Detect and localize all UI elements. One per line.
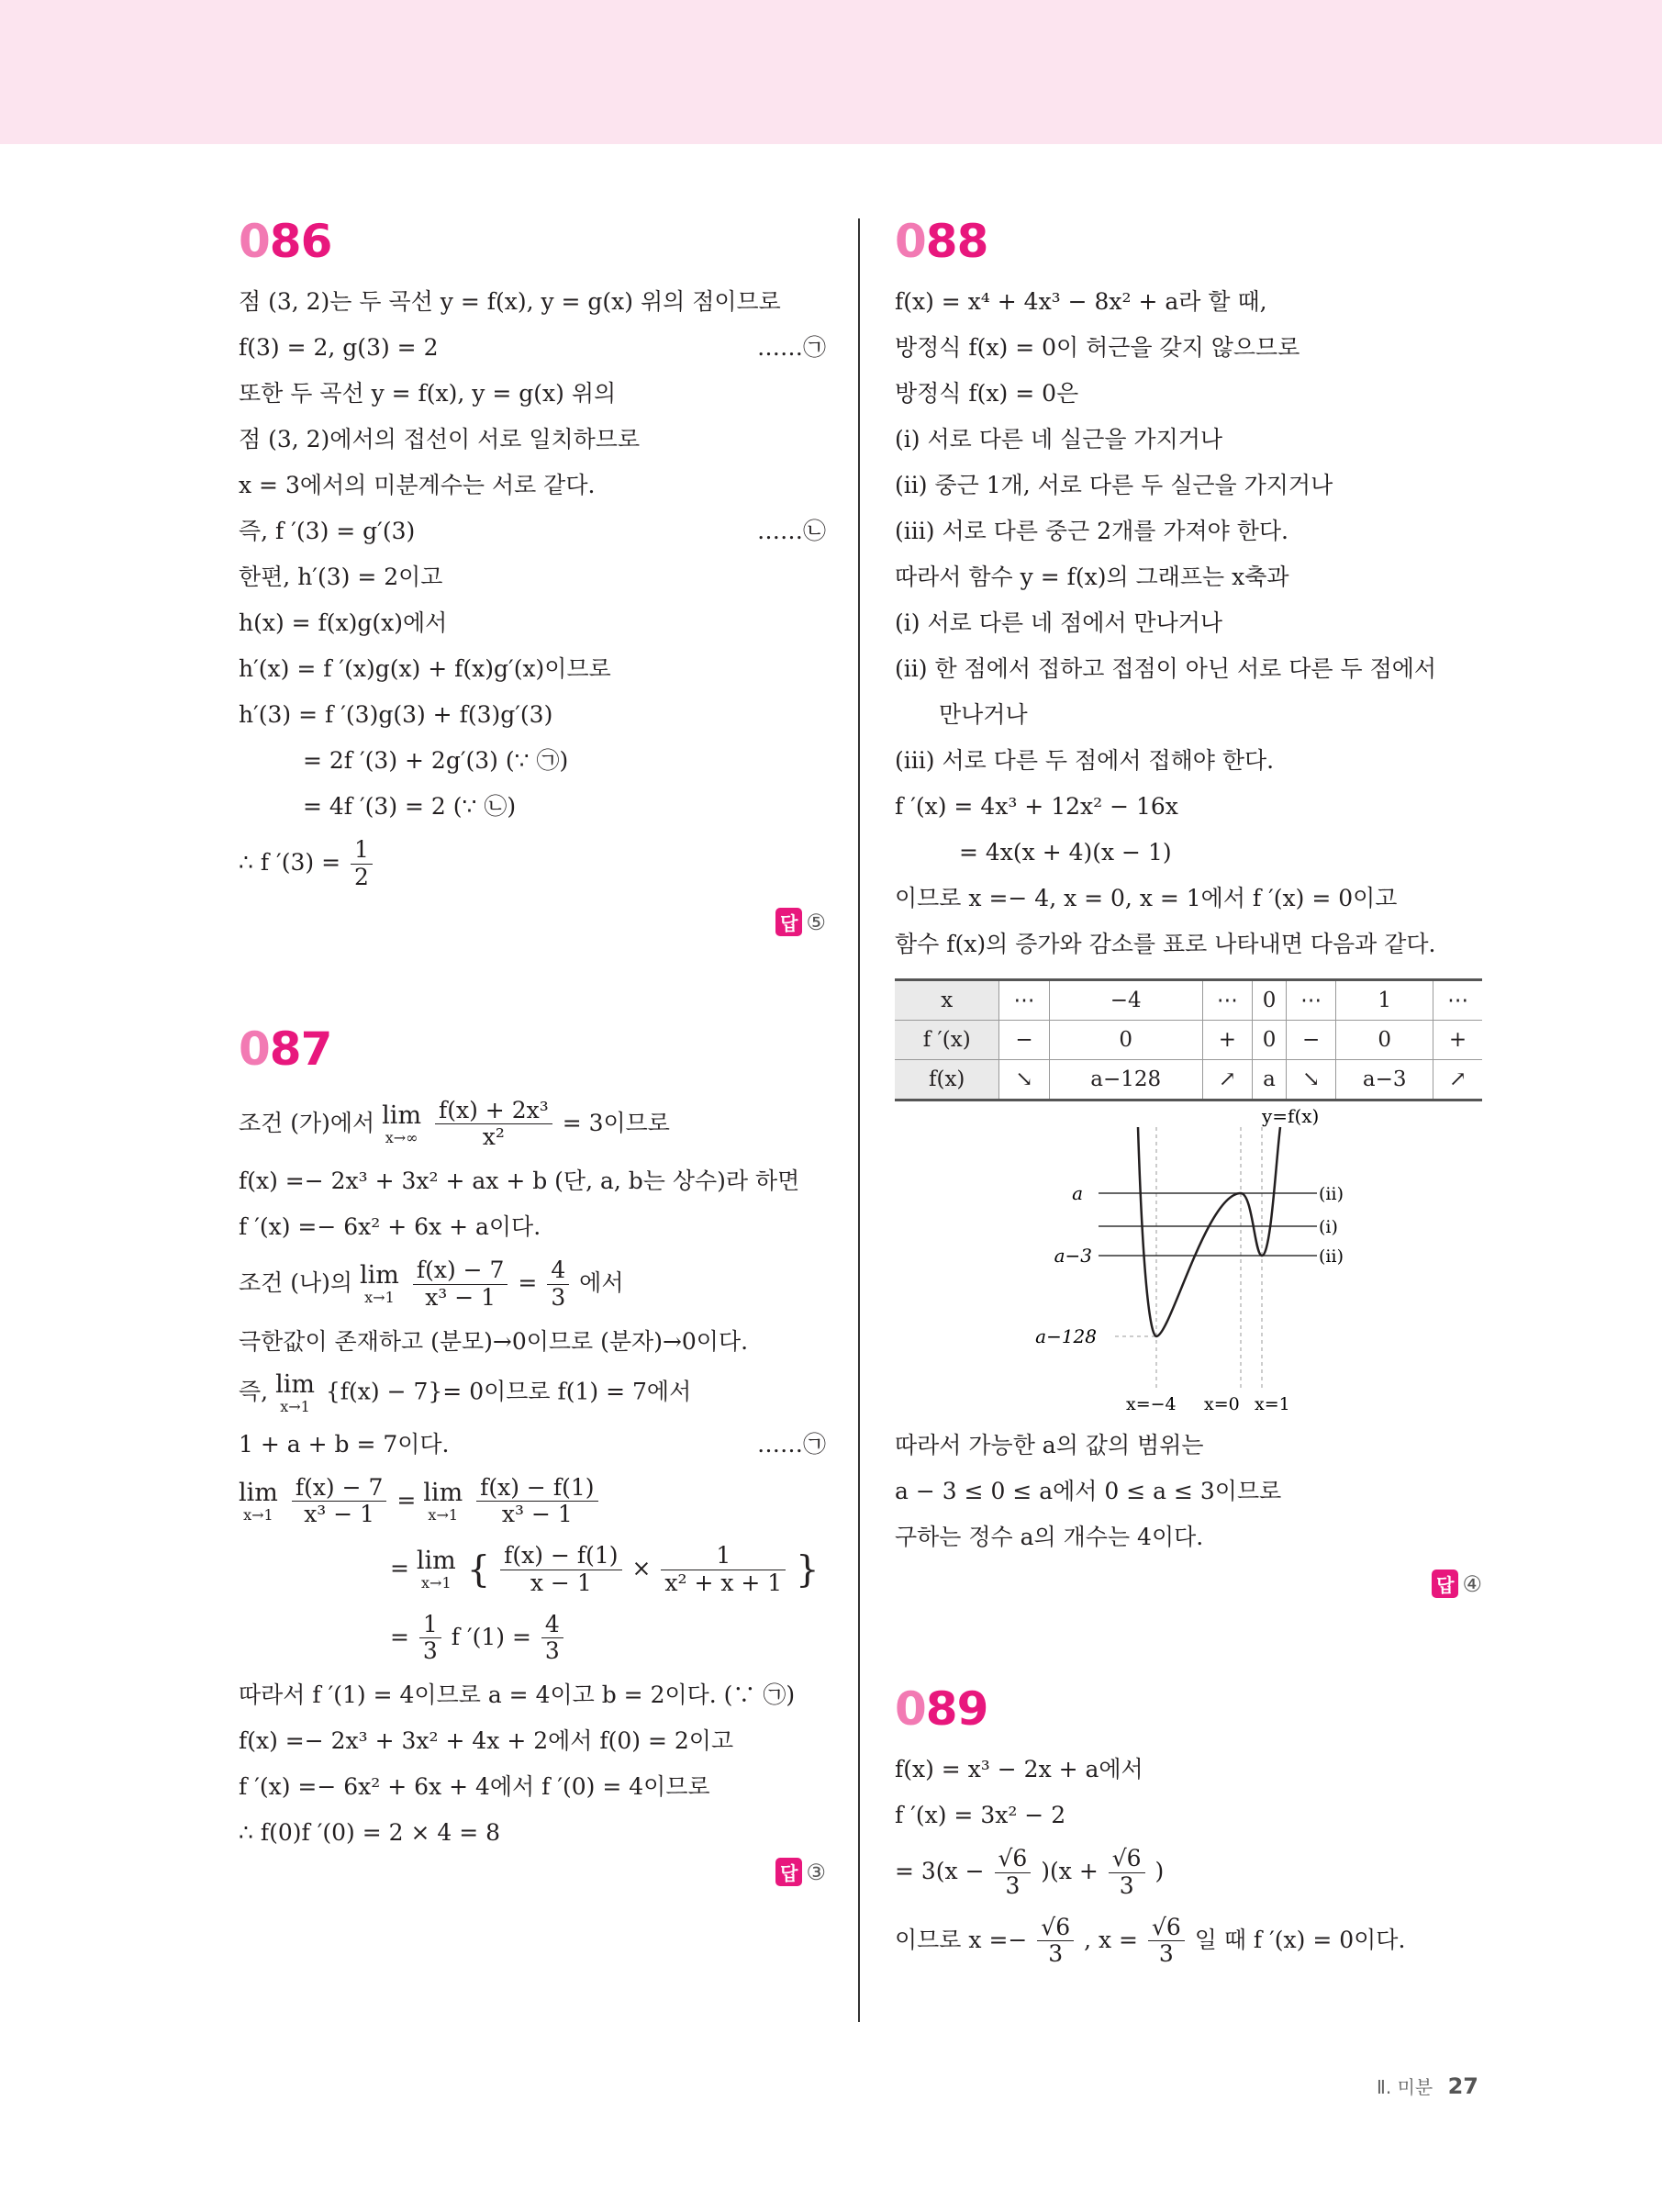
line-label-i: (ⅰ) bbox=[1319, 1217, 1338, 1237]
fraction: $\frac{√6}{3}$ bbox=[995, 1846, 1032, 1900]
text-line: 극한값이 존재하고 (분모)→0이므로 (분자)→0이다. bbox=[239, 1327, 749, 1355]
table-cell: ↘ bbox=[999, 1060, 1049, 1100]
text-line: 점 (3, 2)는 두 곡선 y = f(x), y = g(x) 위의 점이므로 bbox=[239, 288, 781, 315]
text-line: (ⅱ) 한 점에서 접하고 접점이 아닌 서로 다른 두 점에서 bbox=[895, 655, 1437, 682]
answer bbox=[239, 1858, 826, 1886]
fraction: $\frac{f(x) - 7}{\text{x³ − 1}}$ bbox=[413, 1257, 508, 1312]
y-label-a: a bbox=[1072, 1182, 1083, 1204]
limit: lim x→1 bbox=[423, 1478, 463, 1524]
section-label: Ⅱ. 미분 bbox=[1377, 2076, 1433, 2098]
text-line: 방정식 f(x) = 0은 bbox=[895, 380, 1079, 407]
table-cell: a−128 bbox=[1049, 1060, 1202, 1100]
equation-line: = lim x→1 { $\frac{f(x) - f(1)}{x - 1}$ × $\frac{1}{\text{x² + x + 1}}$ } bbox=[390, 1542, 820, 1596]
x-label-0: x=0 bbox=[1204, 1394, 1240, 1412]
problem-089 bbox=[895, 1679, 1482, 1975]
text-line: f ′(x) =− 6x² + 6x + 4에서 f ′(0) = 4이므로 bbox=[239, 1773, 710, 1800]
table-cell: ⋯ bbox=[1286, 980, 1335, 1021]
problem-087 bbox=[239, 1019, 826, 1887]
fraction: $\frac{1}{2}$ bbox=[351, 837, 373, 891]
text-line: 이므로 x =− $\frac{√6}{3}$ , x = $\frac{√6}{3}$ 일 때 f ′(x) = 0이다. bbox=[895, 1913, 1406, 1968]
text-line: h(x) = f(x)g(x)에서 bbox=[239, 609, 448, 636]
text-line: = 4x(x + 4)(x − 1) bbox=[959, 839, 1172, 866]
right-column bbox=[895, 211, 1482, 1975]
text-line: 따라서 f ′(1) = 4이므로 a = 4이고 b = 2이다. (∵ ㉠) bbox=[239, 1681, 796, 1708]
table-row bbox=[895, 1060, 1482, 1100]
table-cell: + bbox=[1202, 1021, 1252, 1060]
page-number: 27 bbox=[1447, 2073, 1478, 2099]
curve-y-fx bbox=[1138, 1127, 1280, 1336]
fraction: $\frac{1}{\text{x² + x + 1}}$ bbox=[661, 1543, 786, 1597]
text-line: a − 3 ≤ 0 ≤ a에서 0 ≤ a ≤ 3이므로 bbox=[895, 1478, 1282, 1504]
answer bbox=[895, 1570, 1482, 1598]
sign-table bbox=[895, 978, 1482, 1101]
answer-badge: 답 bbox=[775, 908, 802, 936]
table-cell: f(x) bbox=[895, 1060, 999, 1100]
text-line: (ⅱ) 중근 1개, 서로 다른 두 실근을 가지거나 bbox=[895, 472, 1333, 498]
answer-badge: 답 bbox=[1432, 1570, 1458, 1598]
fraction: $\frac{\text{f(x) + 2x³}}{\text{x²}}$ bbox=[435, 1098, 552, 1152]
left-column bbox=[239, 211, 826, 1886]
text-line: 즉, f ′(3) = g′(3) ……㉡ bbox=[239, 508, 826, 554]
text-line: 점 (3, 2)에서의 접선이 서로 일치하므로 bbox=[239, 426, 641, 452]
text-line: 1 + a + b = 7이다. ……㉠ bbox=[239, 1422, 826, 1468]
text-line: f(3) = 2, g(3) = 2 ……㉠ bbox=[239, 325, 826, 371]
table-cell: f ′(x) bbox=[895, 1021, 999, 1060]
fraction: $\frac{√6}{3}$ bbox=[1148, 1915, 1185, 1969]
table-cell: 1 bbox=[1336, 980, 1433, 1021]
header-band bbox=[0, 0, 1662, 144]
table-cell: ⋯ bbox=[1433, 980, 1482, 1021]
text-line: = 4f ′(3) = 2 (∵ ㉡) bbox=[303, 793, 517, 820]
column-divider bbox=[858, 218, 860, 2022]
fraction: $\frac{1}{3}$ bbox=[419, 1612, 441, 1666]
equation-mark: ……㉠ bbox=[756, 334, 826, 361]
table-cell: 0 bbox=[1336, 1021, 1433, 1060]
text-line: 방정식 f(x) = 0이 허근을 갖지 않으므로 bbox=[895, 334, 1300, 361]
answer-badge: 답 bbox=[775, 1858, 802, 1886]
table-cell: 0 bbox=[1253, 1021, 1287, 1060]
limit: lim x→1 bbox=[416, 1547, 456, 1592]
fraction: $\frac{4}{3}$ bbox=[547, 1257, 569, 1312]
fraction: $\frac{f(x) - f(1)}{\text{x³ − 1}}$ bbox=[476, 1475, 597, 1529]
function-graph bbox=[895, 1109, 1482, 1412]
problem-number: 088 bbox=[895, 215, 988, 268]
table-cell: 0 bbox=[1253, 980, 1287, 1021]
fraction: $\frac{f(x) - f(1)}{x - 1}$ bbox=[500, 1543, 621, 1597]
y-label-a-3: a−3 bbox=[1054, 1245, 1092, 1267]
text-line: 만나거나 bbox=[939, 701, 1028, 728]
text-line: f ′(x) =− 6x² + 6x + a이다. bbox=[239, 1213, 541, 1240]
problem-088 bbox=[895, 211, 1482, 1598]
table-cell: − bbox=[999, 1021, 1049, 1060]
text-line: 조건 (가)에서 lim x→∞ $\frac{\text{f(x) + 2x³}}{\text{x²}}$ = 3이므로 bbox=[239, 1096, 670, 1151]
table-cell: ⋯ bbox=[1202, 980, 1252, 1021]
page-footer bbox=[1377, 2072, 1478, 2099]
x-label-neg4: x=−4 bbox=[1126, 1394, 1177, 1412]
problem-number: 089 bbox=[895, 1682, 988, 1736]
x-label-1: x=1 bbox=[1255, 1394, 1290, 1412]
text-line: = 2f ′(3) + 2g′(3) (∵ ㉠) bbox=[303, 747, 569, 774]
table-cell: x bbox=[895, 980, 999, 1021]
table-cell: a−3 bbox=[1336, 1060, 1433, 1100]
text-line: 조건 (나)의 lim x→1 $\frac{f(x) - 7}{\text{x³ − 1}}$ = $\frac{4}{3}$ 에서 bbox=[239, 1257, 624, 1311]
table-cell: 0 bbox=[1049, 1021, 1202, 1060]
table-row bbox=[895, 1021, 1482, 1060]
equation-line: lim x→1 $\frac{f(x) - 7}{\text{x³ − 1}}$ = lim x→1 $\frac{f(x) - f(1)}{\text{x³ − 1}}$ bbox=[239, 1468, 826, 1536]
text-line: h′(3) = f ′(3)g(3) + f(3)g′(3) bbox=[239, 701, 553, 728]
problem-number: 087 bbox=[239, 1022, 332, 1076]
problem-086 bbox=[239, 211, 826, 936]
right-brace: } bbox=[796, 1548, 820, 1592]
curve-label: y=f(x) bbox=[1262, 1109, 1320, 1127]
text-line: ∴ f(0)f ′(0) = 2 × 4 = 8 bbox=[239, 1819, 501, 1846]
limit: lim x→∞ bbox=[382, 1100, 422, 1146]
limit: lim x→1 bbox=[360, 1261, 399, 1307]
fraction: $\frac{√6}{3}$ bbox=[1109, 1846, 1145, 1900]
table-cell: ⋯ bbox=[999, 980, 1049, 1021]
fraction: $\frac{√6}{3}$ bbox=[1037, 1915, 1074, 1969]
table-cell: + bbox=[1433, 1021, 1482, 1060]
table-cell: ↗ bbox=[1202, 1060, 1252, 1100]
text-line: f(x) =− 2x³ + 3x² + 4x + 2에서 f(0) = 2이고 bbox=[239, 1727, 734, 1754]
text-line: (ⅲ) 서로 다른 두 점에서 접해야 한다. bbox=[895, 747, 1275, 774]
equation-line: = 3(x − $\frac{√6}{3}$ )(x + $\frac{√6}{3}$ ) bbox=[895, 1845, 1165, 1899]
text-line: f(x) = x³ − 2x + a에서 bbox=[895, 1756, 1143, 1782]
table-cell: a bbox=[1253, 1060, 1287, 1100]
equation-mark: ……㉠ bbox=[756, 1430, 826, 1458]
fraction: $\frac{f(x) - 7}{\text{x³ − 1}}$ bbox=[292, 1475, 387, 1529]
equation-mark: ……㉡ bbox=[756, 518, 826, 544]
text-line: 한편, h′(3) = 2이고 bbox=[239, 564, 443, 590]
line-label-ii-top: (ⅱ) bbox=[1319, 1184, 1344, 1204]
text-line: f(x) = x⁴ + 4x³ − 8x² + a라 할 때, bbox=[895, 288, 1267, 315]
answer-choice: ④ bbox=[1462, 1571, 1482, 1597]
text-line: 즉, lim x→1 {f(x) − 7}= 0이므로 f(1) = 7에서 bbox=[239, 1369, 692, 1415]
text-line: 따라서 함수 y = f(x)의 그래프는 x축과 bbox=[895, 564, 1289, 590]
answer-choice: ③ bbox=[806, 1860, 826, 1885]
table-cell: ↘ bbox=[1286, 1060, 1335, 1100]
problem-number: 086 bbox=[239, 215, 332, 268]
text-line: (ⅰ) 서로 다른 네 실근을 가지거나 bbox=[895, 426, 1223, 452]
equation-line: = $\frac{1}{3}$ f ′(1) = $\frac{4}{3}$ bbox=[239, 1604, 826, 1673]
text-line: f(x) =− 2x³ + 3x² + ax + b (단, a, b는 상수)라 하면 bbox=[239, 1167, 800, 1194]
text-line: 함수 f(x)의 증가와 감소를 표로 나타내면 다음과 같다. bbox=[895, 931, 1436, 957]
table-cell: −4 bbox=[1049, 980, 1202, 1021]
answer bbox=[239, 908, 826, 936]
text-line: (ⅰ) 서로 다른 네 점에서 만나거나 bbox=[895, 609, 1223, 636]
left-brace: { bbox=[466, 1548, 491, 1592]
answer-choice: ⑤ bbox=[806, 909, 826, 935]
text-line: 또한 두 곡선 y = f(x), y = g(x) 위의 bbox=[239, 380, 617, 407]
text-line: (ⅲ) 서로 다른 중근 2개를 가져야 한다. bbox=[895, 518, 1288, 544]
text-line: f ′(x) = 3x² − 2 bbox=[895, 1802, 1066, 1828]
table-row bbox=[895, 980, 1482, 1021]
table-cell: − bbox=[1286, 1021, 1335, 1060]
text-line: 구하는 정수 a의 개수는 4이다. bbox=[895, 1524, 1204, 1550]
conclusion-line: ∴ f ′(3) = $\frac{1}{2}$ bbox=[239, 830, 826, 899]
limit: lim x→1 bbox=[275, 1369, 315, 1415]
text-line: 이므로 x =− 4, x = 0, x = 1에서 f ′(x) = 0이고 bbox=[895, 885, 1398, 911]
y-label-a-128: a−128 bbox=[1035, 1325, 1097, 1347]
limit: lim x→1 bbox=[239, 1478, 278, 1524]
text-line: h′(x) = f ′(x)g(x) + f(x)g′(x)이므로 bbox=[239, 655, 611, 682]
table-cell: ↗ bbox=[1433, 1060, 1482, 1100]
line-label-ii-bottom: (ⅱ) bbox=[1319, 1246, 1344, 1267]
fraction: $\frac{4}{3}$ bbox=[541, 1612, 563, 1666]
text-line: f ′(x) = 4x³ + 12x² − 16x bbox=[895, 793, 1178, 820]
text-line: x = 3에서의 미분계수는 서로 같다. bbox=[239, 472, 596, 498]
text-line: 따라서 가능한 a의 값의 범위는 bbox=[895, 1432, 1204, 1458]
